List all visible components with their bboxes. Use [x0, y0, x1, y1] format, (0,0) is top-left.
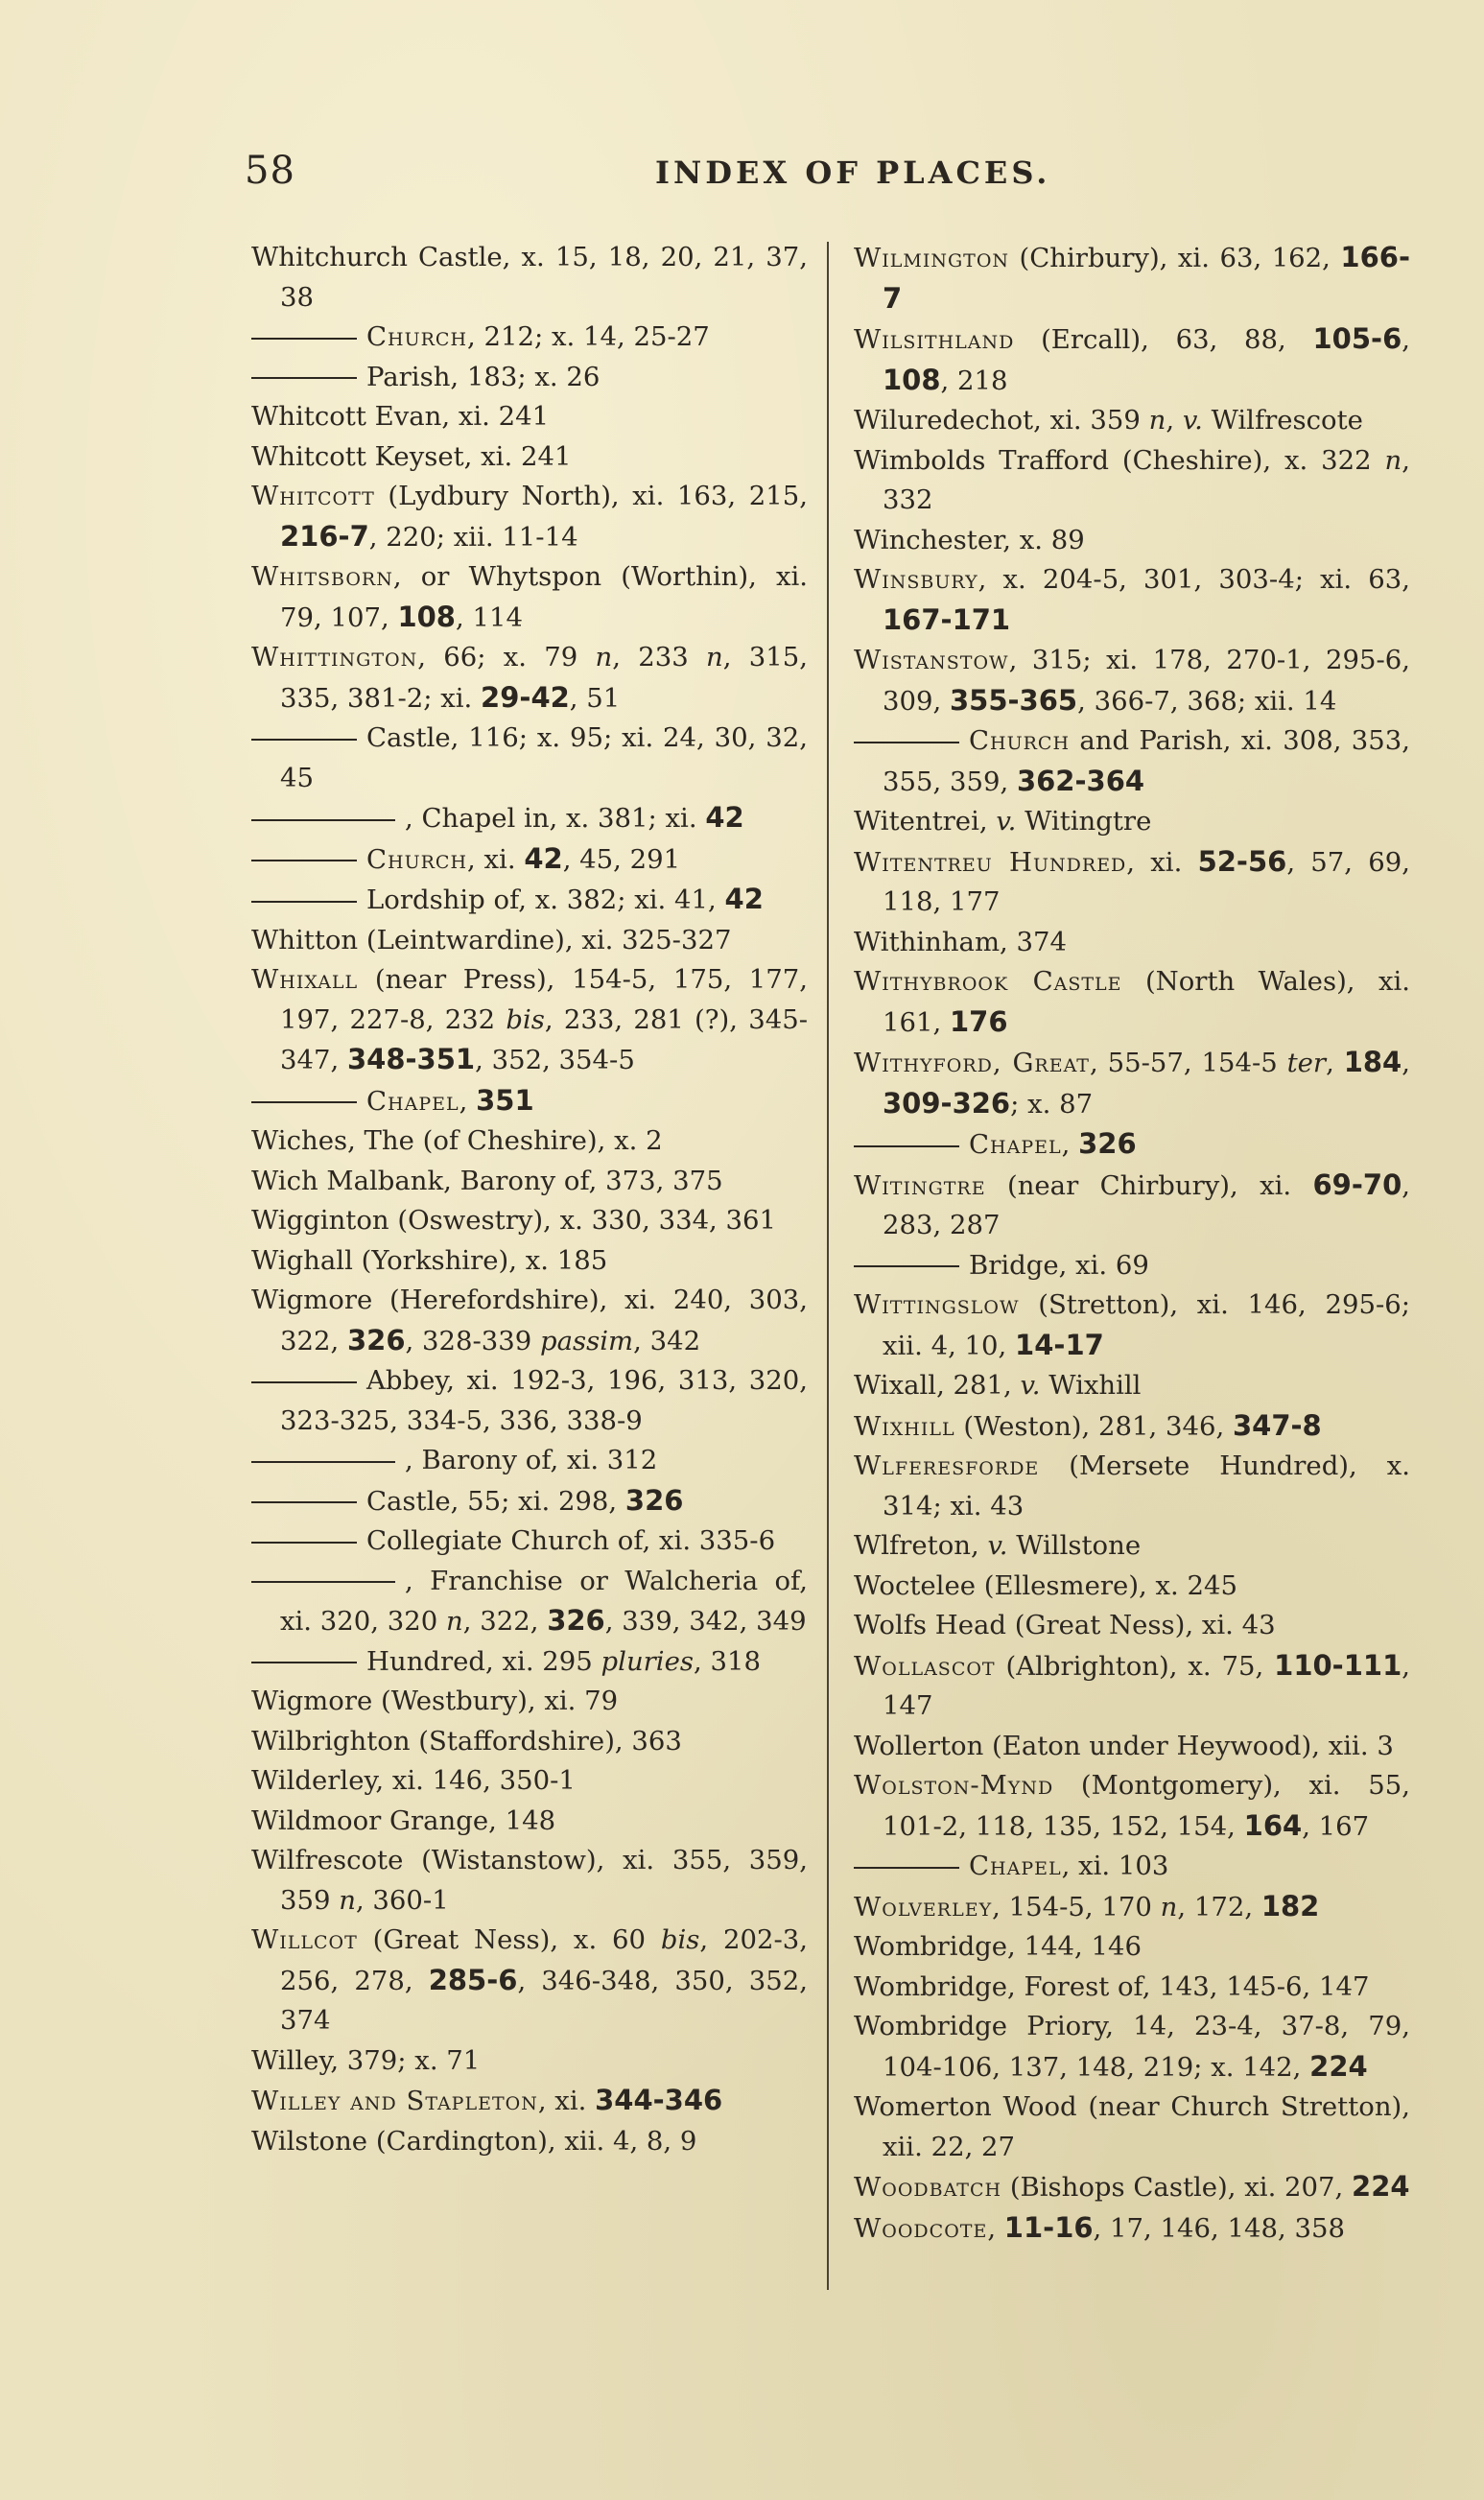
index-entry: Wilfrescote (Wistanstow), xi. 355, 359, 359 n, 360-1 — [251, 1845, 808, 1916]
index-entry: Wilmington (Chirbury), xi. 63, 162, 166-7 — [854, 241, 1410, 315]
index-entry: Wombridge, Forest of, 143, 145-6, 147 — [854, 1970, 1370, 2002]
ditto-rule — [251, 901, 357, 903]
ditto-rule — [251, 819, 395, 821]
index-entry: Chapel, 326 — [854, 1124, 1410, 1166]
index-entry: Chapel, xi. 103 — [854, 1847, 1410, 1887]
index-entry: Wlfreton, v. Willstone — [854, 1530, 1142, 1561]
index-entry: Wilderley, xi. 146, 350-1 — [251, 1765, 576, 1796]
index-entry: Wolston-Mynd (Montgomery), xi. 55, 101-2, 118, 135, 152, 154, 164, 167 — [854, 1770, 1410, 1842]
index-entry: Woodcote, 11-16, 17, 146, 148, 358 — [854, 2210, 1345, 2244]
column-divider — [827, 242, 829, 2290]
index-entry: Willey and Stapleton, xi. 344-346 — [251, 2084, 723, 2116]
ditto-rule — [251, 860, 357, 861]
ditto-rule — [251, 338, 357, 340]
index-entry: Willcot (Great Ness), x. 60 bis, 202-3, 256, 278, 285-6, 346-348, 350, 352, 374 — [251, 1924, 808, 2036]
index-entry: Wombridge Priory, 14, 23-4, 37-8, 79, 104-106, 137, 148, 219; x. 142, 224 — [854, 2011, 1410, 2083]
index-entry: Whitcott (Lydbury North), xi. 163, 215, 216-7, 220; xii. 11-14 — [251, 481, 808, 553]
index-entry: Withinham, 374 — [854, 926, 1068, 957]
index-entry: Wlferesforde (Mersete Hundred), x. 314; xi. 43 — [854, 1450, 1410, 1521]
index-entry: Woodbatch (Bishops Castle), xi. 207, 224 — [854, 2170, 1410, 2203]
index-entry: , Chapel in, x. 381; xi. 42 — [251, 798, 808, 839]
index-entry: Whitton (Leintwardine), xi. 325-327 — [251, 924, 732, 955]
index-entry: Church and Parish, xi. 308, 353, 355, 359, 362-364 — [854, 721, 1410, 802]
ditto-rule — [854, 742, 959, 743]
index-entry: Wiches, The (of Cheshire), x. 2 — [251, 1125, 663, 1156]
index-entry: Wilsithland (Ercall), 63, 88, 105-6, 108, 218 — [854, 322, 1410, 396]
ditto-rule — [251, 1101, 357, 1103]
index-entry: Whitchurch Castle, x. 15, 18, 20, 21, 37, 38 — [251, 242, 808, 313]
index-entry: Castle, 55; xi. 298, 326 — [251, 1481, 808, 1522]
index-entry: Chapel, 351 — [251, 1081, 808, 1122]
index-entry: Winchester, x. 89 — [854, 524, 1085, 555]
index-entry: Willey, 379; x. 71 — [251, 2044, 481, 2076]
index-entry: Lordship of, x. 382; xi. 41, 42 — [251, 880, 808, 921]
right-index-column — [854, 238, 1410, 2249]
index-entry: Hundred, xi. 295 pluries, 318 — [251, 1642, 808, 1683]
ditto-rule — [854, 1265, 959, 1267]
ditto-rule — [251, 1501, 357, 1503]
ditto-rule — [251, 1662, 357, 1663]
index-entry: Wollerton (Eaton under Heywood), xii. 3 — [854, 1730, 1394, 1761]
index-entry: Parish, 183; x. 26 — [251, 358, 808, 398]
index-entry: Abbey, xi. 192-3, 196, 313, 320, 323-325, 334-5, 336, 338-9 — [251, 1361, 808, 1441]
index-entry: Wich Malbank, Barony of, 373, 375 — [251, 1165, 723, 1196]
index-entry: Whitsborn, or Whytspon (Worthin), xi. 79, 107, 108, 114 — [251, 561, 808, 633]
index-entry: Witentreu Hundred, xi. 52-56, 57, 69, 118, 177 — [854, 844, 1410, 917]
index-entry: Castle, 116; x. 95; xi. 24, 30, 32, 45 — [251, 719, 808, 798]
index-entry: , Franchise or Walcheria of, xi. 320, 320 n, 322, 326, 339, 342, 349 — [251, 1562, 808, 1642]
index-entry: Wolfs Head (Great Ness), xi. 43 — [854, 1610, 1276, 1640]
index-entry: Wixhill (Weston), 281, 346, 347-8 — [854, 1408, 1322, 1442]
index-entry: Whitcott Keyset, xi. 241 — [251, 440, 572, 472]
ditto-rule — [251, 739, 357, 741]
index-entry: Wombridge, 144, 146 — [854, 1931, 1142, 1962]
index-entry: Winsbury, x. 204-5, 301, 303-4; xi. 63, 167-171 — [854, 564, 1410, 636]
index-entry: Bridge, xi. 69 — [854, 1246, 1410, 1286]
index-entry: Whittington, 66; x. 79 n, 233 n, 315, 335, 381-2; xi. 29-42, 51 — [251, 642, 808, 714]
index-entry: Church, 212; x. 14, 25-27 — [251, 318, 808, 358]
index-entry: Wigginton (Oswestry), x. 330, 334, 361 — [251, 1205, 777, 1236]
index-entry: Wistanstow, 315; xi. 178, 270-1, 295-6, 309, 355-365, 366-7, 368; xii. 14 — [854, 645, 1410, 717]
index-entry: Wiluredechot, xi. 359 n, v. Wilfrescote — [854, 405, 1363, 436]
ditto-rule — [251, 1581, 395, 1583]
page-number: 58 — [245, 149, 295, 193]
index-entry: , Barony of, xi. 312 — [251, 1441, 808, 1481]
ditto-rule — [854, 1145, 959, 1147]
ditto-rule — [251, 377, 357, 379]
index-entry: Wigmore (Westbury), xi. 79 — [251, 1686, 619, 1716]
index-entry: Wixall, 281, v. Wixhill — [854, 1370, 1142, 1401]
ditto-rule — [251, 1542, 357, 1544]
index-entry: Whixall (near Press), 154-5, 175, 177, 197, 227-8, 232 bis, 233, 281 (?), 345-347, 348-351, 352, 354-5 — [251, 964, 808, 1075]
index-entry: Wighall (Yorkshire), x. 185 — [251, 1244, 608, 1276]
page-header — [0, 149, 1484, 206]
index-entry: Wittingslow (Stretton), xi. 146, 295-6; xii. 4, 10, 14-17 — [854, 1289, 1410, 1361]
left-index-column — [251, 238, 808, 2161]
index-entry: Collegiate Church of, xi. 335-6 — [251, 1521, 808, 1562]
index-entry: Woctelee (Ellesmere), x. 245 — [854, 1569, 1238, 1601]
index-entry: Witingtre (near Chirbury), xi. 69-70, 283, 287 — [854, 1167, 1410, 1240]
index-entry: Wigmore (Herefordshire), xi. 240, 303, 322, 326, 328-339 passim, 342 — [251, 1285, 808, 1356]
index-entry: Wolverley, 154-5, 170 n, 172, 182 — [854, 1889, 1320, 1922]
index-entry: Whitcott Evan, xi. 241 — [251, 401, 550, 432]
index-entry: Wimbolds Trafford (Cheshire), x. 322 n, 332 — [854, 444, 1410, 515]
index-entry: Withyford, Great, 55-57, 154-5 ter, 184, 309-326; x. 87 — [854, 1046, 1410, 1120]
index-entry: Wildmoor Grange, 148 — [251, 1804, 556, 1836]
running-head: INDEX OF PLACES. — [655, 154, 1051, 191]
ditto-rule — [854, 1867, 959, 1869]
index-entry: Womerton Wood (near Church Stretton), xii. 22, 27 — [854, 2091, 1410, 2162]
index-entry: Withybrook Castle (North Wales), xi. 161, 176 — [854, 966, 1410, 1038]
index-entry: Wilbrighton (Staffordshire), 363 — [251, 1725, 682, 1757]
index-entry: Witentrei, v. Witingtre — [854, 806, 1152, 837]
index-entry: Wilstone (Cardington), xii. 4, 8, 9 — [251, 2125, 697, 2157]
ditto-rule — [251, 1381, 357, 1383]
index-entry: Wollascot (Albrighton), x. 75, 110-111, 147 — [854, 1648, 1410, 1721]
index-entry: Church, xi. 42, 45, 291 — [251, 839, 808, 881]
ditto-rule — [251, 1461, 395, 1463]
